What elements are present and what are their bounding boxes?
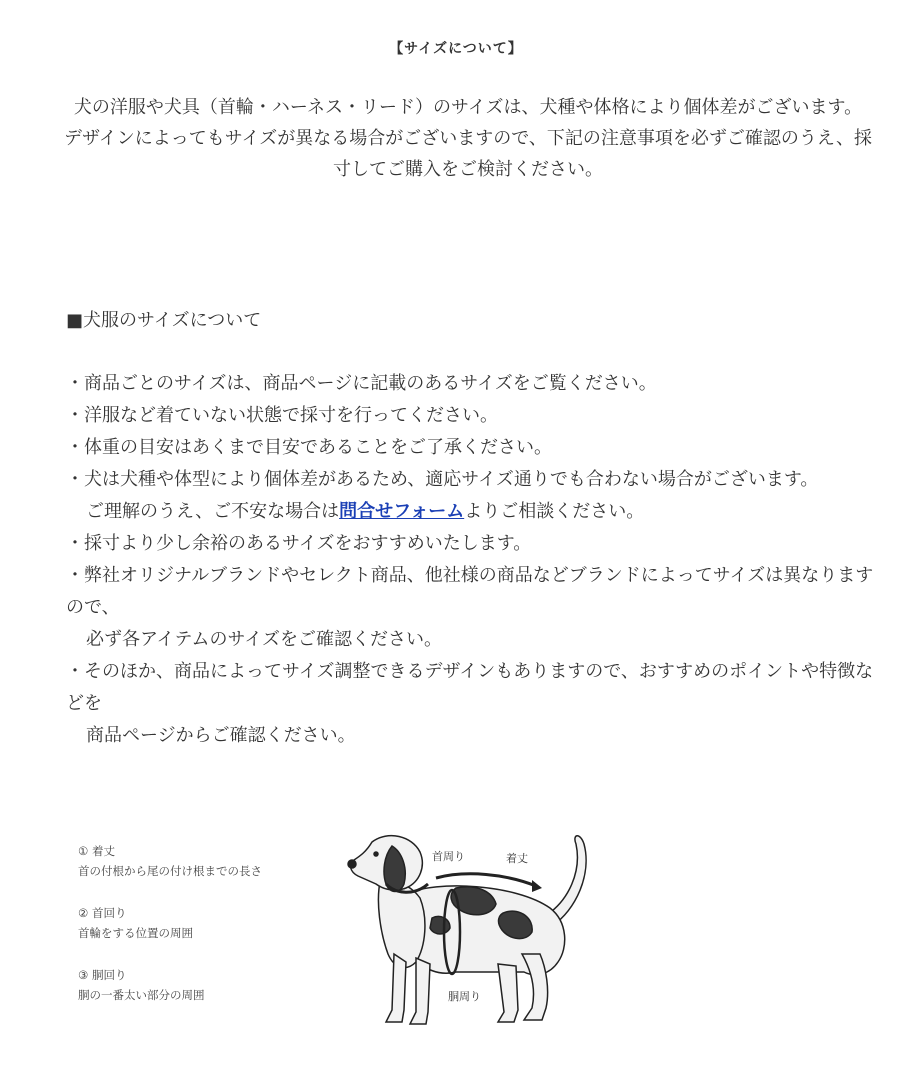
note-item: ・弊社オリジナルブランドやセレクト商品、他社様の商品などブランドによってサイズは異なりますので、 — [66, 565, 874, 618]
label-length: 着丈 — [506, 852, 528, 865]
note-item: ・商品ごとのサイズは、商品ページに記載のあるサイズをご覧ください。 — [66, 373, 657, 394]
legend-item-desc: 首の付根から尾の付け根までの長さ — [78, 864, 262, 878]
label-neck: 首周り — [432, 850, 465, 863]
contact-form-link[interactable]: 問合せフォーム — [339, 501, 465, 522]
note-item: ・体重の目安はあくまで目安であることをご了承ください。 — [66, 437, 552, 458]
page-title: 【サイズについて】 — [389, 41, 523, 57]
note-item: ・洋服など着ていない状態で採寸を行ってください。 — [66, 405, 498, 426]
label-girth: 胴周り — [448, 990, 481, 1003]
note-text: ご理解のうえ、ご不安な場合は — [86, 501, 340, 522]
dog-measurement-diagram — [336, 822, 616, 1047]
legend-item-desc: 胴の一番太い部分の周囲 — [78, 988, 205, 1002]
note-item-continuation — [66, 496, 874, 528]
arrow-head — [532, 880, 542, 892]
back-length-arrow — [436, 874, 536, 886]
measurement-legend — [78, 842, 338, 1028]
notes-list — [66, 368, 874, 752]
legend-item — [78, 904, 338, 944]
legend-item-title: ③ 胴回り — [78, 968, 127, 982]
intro-line-1: 犬の洋服や犬具（首輪・ハーネス・リード）のサイズは、犬種や体格により個体差がございます。 — [73, 97, 863, 118]
note-item-continuation: 必ず各アイテムのサイズをご確認ください。 — [86, 629, 443, 650]
note-item: ・採寸より少し余裕のあるサイズをおすすめいたします。 — [66, 533, 532, 554]
legend-item-title: ② 首回り — [78, 906, 127, 920]
section-heading: ■犬服のサイズについて — [66, 310, 262, 331]
intro-text — [62, 92, 874, 185]
note-item: ・犬は犬種や体型により個体差があるため、適応サイズ通りでも合わない場合がございます。 — [66, 469, 819, 490]
note-text: よりご相談ください。 — [464, 501, 645, 522]
legend-item — [78, 966, 338, 1006]
legend-item-title: ① 着丈 — [78, 844, 115, 858]
legend-item — [78, 842, 338, 882]
note-item: ・そのほか、商品によってサイズ調整できるデザインもありますので、おすすめのポイントや特徴などを — [66, 661, 874, 714]
legend-item-desc: 首輪をする位置の周囲 — [78, 926, 193, 940]
note-item-continuation: 商品ページからご確認ください。 — [86, 725, 356, 746]
intro-line-2: デザインによってもサイズが異なる場合がございますので、下記の注意事項を必ずご確認のうえ、採寸してご購入をご検討ください。 — [63, 128, 872, 180]
